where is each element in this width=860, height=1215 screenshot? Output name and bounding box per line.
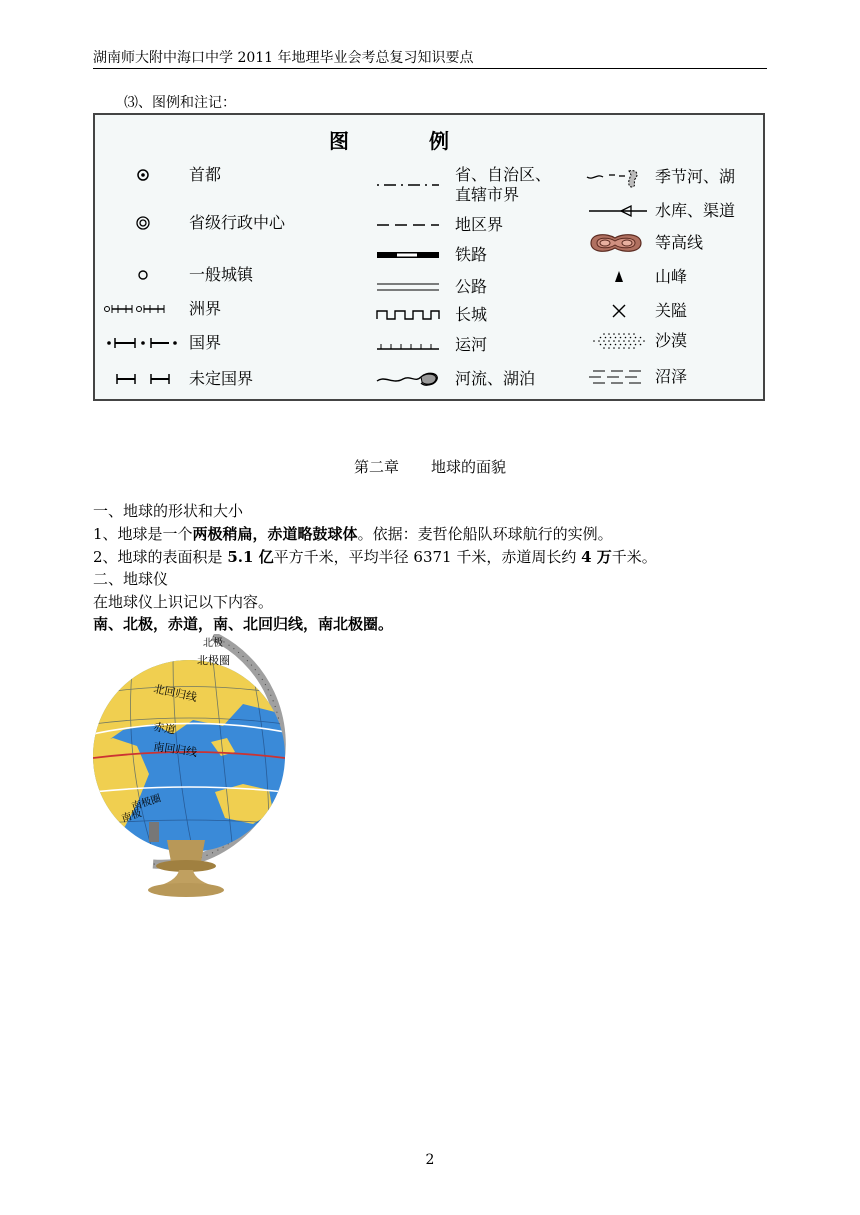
globe-label-tropic-capricorn: 南回归线 [152, 740, 198, 760]
paragraph-size [93, 546, 657, 567]
legend-item-railway [375, 243, 575, 273]
page-header: 湖南师大附中海口中学 2011 年地理毕业会考总复习知识要点 [93, 48, 767, 69]
legend-label: 沼泽 [655, 367, 688, 386]
legend-label: 洲界 [189, 299, 222, 318]
legend-label: 地区界 [455, 215, 504, 234]
paragraph-shape [93, 523, 613, 544]
river-lake-icon [375, 367, 445, 391]
legend-label-line2: 直辖市界 [455, 185, 520, 204]
legend-label: 省、自治区、 [455, 165, 552, 184]
reservoir-icon [585, 199, 655, 223]
legend-item-highway [375, 275, 575, 305]
contour-icon [585, 229, 655, 257]
legend-label: 铁路 [455, 245, 488, 264]
map-legend [93, 113, 765, 401]
town-icon [109, 263, 189, 287]
text: 平方千米，平均半径 6371 千米，赤道周长约 [273, 548, 582, 566]
legend-item-desert [585, 329, 785, 359]
pass-icon [585, 299, 655, 323]
globe-stand-neck [167, 840, 205, 862]
legend-label: 长城 [455, 305, 488, 324]
provincial-center-icon [109, 211, 189, 235]
section-label: ⑶、图例和注记： [124, 95, 236, 111]
legend-item-provincial-boundary [375, 163, 575, 207]
globe-label-north-pole: 北极 [203, 638, 223, 649]
legend-label: 运河 [455, 335, 488, 354]
legend-item-district-boundary [375, 213, 575, 243]
legend-label: 沙漠 [655, 331, 688, 350]
legend-label: 未定国界 [189, 369, 254, 388]
great-wall-icon [375, 303, 445, 327]
legend-item-national-boundary [99, 331, 299, 361]
text: 2、地球的表面积是 [93, 548, 228, 566]
globe-illustration [93, 634, 289, 900]
globe-axis [149, 822, 159, 842]
legend-label: 水库、渠道 [655, 201, 736, 220]
continental-boundary-icon [99, 297, 179, 321]
legend-item-pass [585, 299, 785, 329]
text: 1、地球是一个 [93, 525, 193, 543]
railway-icon [375, 243, 445, 267]
legend-label: 季节河、湖 [655, 167, 736, 186]
provincial-boundary-icon [375, 163, 445, 203]
legend-item-seasonal-river [585, 165, 785, 195]
legend-label: 河流、湖泊 [455, 369, 536, 388]
legend-label: 公路 [455, 277, 488, 296]
legend-item-great-wall [375, 303, 575, 333]
legend-title: 图例 [329, 129, 529, 153]
section-heading-globe: 二、地球仪 [93, 570, 169, 588]
emphasis-text: 4 万 [581, 548, 612, 566]
desert-icon [585, 329, 655, 353]
legend-item-continental-boundary [99, 297, 299, 327]
legend-label: 关隘 [655, 301, 688, 320]
peak-icon [585, 265, 655, 289]
section-heading-shape: 一、地球的形状和大小 [93, 502, 244, 520]
page-number: 2 [425, 1152, 435, 1168]
highway-icon [375, 275, 445, 299]
paragraph-globe-items: 南、北极，赤道，南、北回归线，南北极圈。 [93, 615, 394, 633]
legend-item-river-lake [375, 367, 575, 397]
seasonal-river-icon [585, 165, 655, 189]
text: 。依据：麦哲伦船队环球航行的实例。 [357, 525, 613, 543]
paragraph-globe-intro: 在地球仪上识记以下内容。 [93, 593, 274, 611]
globe-label-south-pole: 南极 [120, 808, 143, 825]
legend-item-town [109, 263, 309, 293]
legend-label: 国界 [189, 333, 222, 352]
legend-item-contour [585, 229, 785, 259]
globe-label-equator: 赤道 [152, 720, 177, 737]
national-boundary-icon [99, 331, 179, 355]
undetermined-boundary-icon [99, 367, 179, 391]
legend-item-swamp [585, 365, 785, 395]
legend-label: 首都 [189, 165, 222, 184]
canal-icon [375, 333, 445, 357]
emphasis-text: 两极稍扁，赤道略鼓球体 [192, 525, 358, 543]
globe-label-arctic-circle: 北极圈 [197, 654, 230, 667]
globe-label-antarctic-circle: 南极圈 [130, 793, 163, 813]
globe-stand-foot [148, 883, 224, 897]
legend-label: 等高线 [655, 233, 704, 252]
text: 千米。 [611, 548, 657, 566]
legend-item-canal [375, 333, 575, 363]
legend-label: 山峰 [655, 267, 688, 286]
legend-label: 一般城镇 [189, 265, 254, 284]
legend-label: 省级行政中心 [189, 213, 286, 232]
globe-label-tropic-cancer: 北回归线 [152, 682, 199, 705]
capital-icon [109, 163, 189, 187]
legend-item-capital [109, 163, 309, 193]
chapter-name: 地球的面貌 [431, 458, 507, 476]
district-boundary-icon [375, 213, 445, 237]
legend-item-provincial-center [109, 211, 329, 241]
emphasis-text: 5.1 亿 [227, 548, 274, 566]
legend-item-undetermined-boundary [99, 367, 299, 397]
chapter-number: 第二章 [353, 458, 399, 476]
legend-item-reservoir [585, 199, 785, 229]
legend-item-peak [585, 265, 785, 295]
chapter-title [0, 456, 860, 477]
swamp-icon [585, 365, 655, 389]
